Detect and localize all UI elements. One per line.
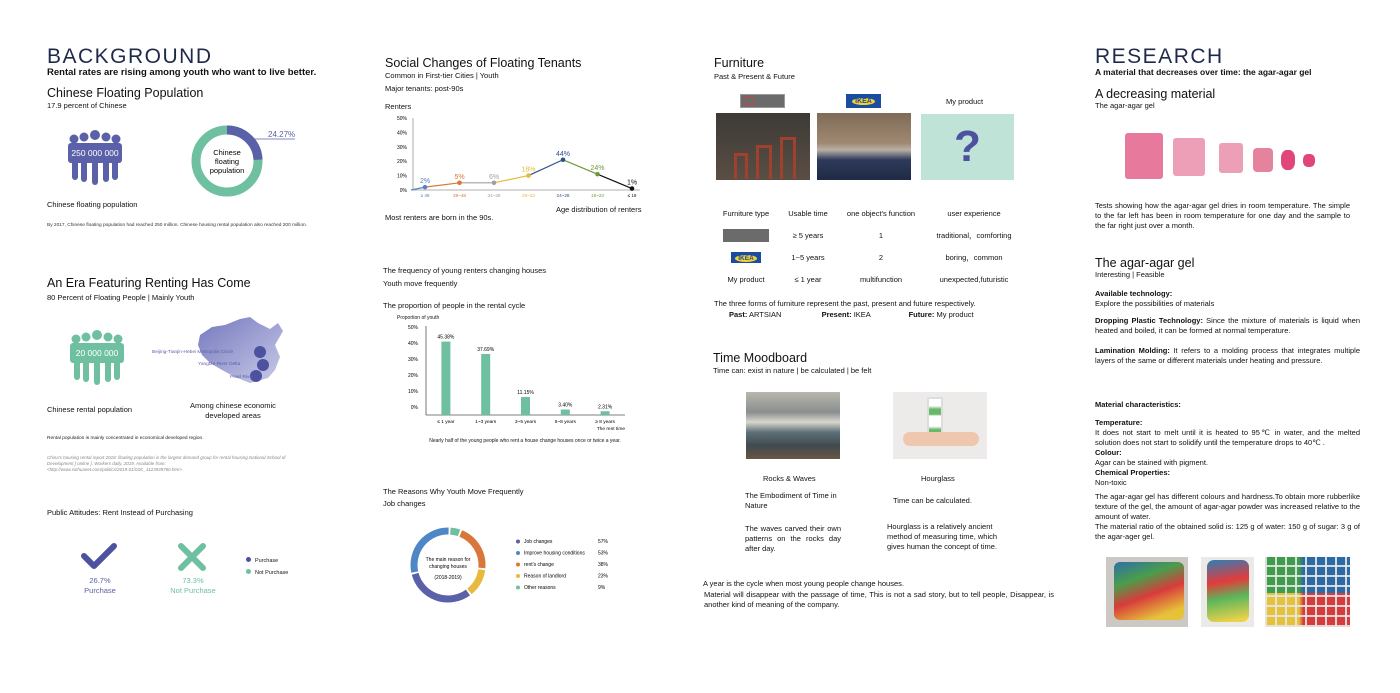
- hourglass-shape: [927, 397, 943, 435]
- floating-sub: 17.9 percent of Chinese: [47, 101, 127, 110]
- legend-label: Job changes: [524, 539, 553, 545]
- legend-label-not-purchase: Not Purchase: [255, 570, 289, 576]
- row-func: 2: [878, 252, 884, 262]
- row-exp: unexpected,futuristic: [939, 274, 1009, 284]
- people-icon-purple: [65, 130, 125, 188]
- donut-slice: [469, 570, 481, 592]
- agar-sample-3: [1219, 143, 1243, 173]
- chem-text: Non-toxic: [1095, 478, 1127, 487]
- furniture-table: [714, 202, 1024, 290]
- data-label: 5%: [454, 173, 465, 181]
- x-tick-label: 24~28: [556, 193, 570, 198]
- donut-center-line1: Chinese: [213, 148, 241, 157]
- x-tick-label: 29~33: [522, 193, 535, 198]
- ikea-logo: [846, 94, 881, 108]
- artsian-stool-3: [780, 137, 796, 179]
- chem-label: Chemical Properties:: [1095, 468, 1171, 477]
- artsian-stool-1: [734, 153, 748, 179]
- furniture-row-my-product: [714, 268, 1024, 290]
- gel-sub: Interesting | Feasible: [1095, 270, 1165, 279]
- legend-dot: [516, 574, 520, 578]
- citation-line1: China's housing rental report 2018: floating population is the largest demand group for rental housing.National School of: [47, 455, 286, 460]
- row-type-ikea: [714, 246, 778, 268]
- gel-para1: The agar-agar gel has different colours and hardness.To obtain more rubberlike texture of the gel, the amount of agar-agar powder was increased relative to the amount of water.: [1095, 492, 1360, 521]
- map-label-yangtze: Yangtze River Delta: [198, 362, 241, 367]
- bar-value-label: 3.40%: [558, 402, 573, 409]
- decreasing-heading: A decreasing material: [1095, 87, 1216, 101]
- donut-slice: [450, 531, 459, 533]
- purchase-stat: [70, 576, 130, 596]
- characteristics-block: [1095, 418, 1360, 488]
- y-tick-label: 0%: [410, 405, 418, 411]
- data-point: [630, 186, 635, 191]
- ikea-logo-text: IKEA: [852, 98, 875, 105]
- lamination-text: It refers to a molding process that integrates multiple layers of the same or different materials under heating and pressure.: [1095, 346, 1360, 365]
- artsian-logo-mark: [744, 96, 754, 106]
- my-product-label: My product: [946, 97, 984, 106]
- x-axis-label: The rent time: [596, 427, 625, 432]
- rental-people-number: 20 000 000: [75, 348, 119, 358]
- x-tick-label: 3~5 years: [514, 420, 537, 425]
- map-caption-line2: developed areas: [205, 411, 261, 420]
- research-title: RESEARCH: [1095, 45, 1224, 68]
- y-tick-label: 40%: [407, 341, 418, 347]
- agar-sample-5: [1281, 150, 1295, 170]
- donut-center-title: The main reason for: [425, 557, 471, 563]
- era-heading: An Era Featuring Renting Has Come: [47, 276, 251, 290]
- legend-value: 57%: [598, 539, 609, 545]
- row-time: ≥ 5 years: [792, 230, 824, 240]
- data-point: [561, 157, 566, 162]
- bar: [481, 354, 490, 415]
- legend-label: rent's change: [524, 562, 554, 568]
- bar-value-label: 2.31%: [598, 404, 613, 411]
- background-subtitle: Rental rates are rising among youth who want to live better.: [47, 67, 317, 78]
- x-tick-label: ≤ 1 year: [437, 420, 455, 425]
- attitudes-legend: [246, 555, 288, 579]
- legend-label: Reason of landlord: [524, 573, 566, 580]
- temp-text: It does not start to melt until it is heated to 95℃ in water, and the melted solution does not start to solidify until the temperature drops to 40℃ .: [1095, 428, 1360, 447]
- row-type-artsian: [714, 224, 778, 246]
- era-note: Rental population is mainly concentrated in economical developed region.: [47, 436, 204, 441]
- present-label: Present:: [821, 310, 852, 319]
- rental-cycle-bar-chart: [400, 320, 640, 435]
- legend-item-purchase: [246, 555, 288, 567]
- data-point: [457, 181, 462, 186]
- floating-heading: Chinese Floating Population: [47, 86, 204, 100]
- x-tick-label: ≤ 18: [627, 193, 637, 198]
- citation-line3: <http://www.xinhuanet.com/politics/2019-01/03/c_1123939760.htm>: [47, 467, 183, 472]
- gel-photo-2: [1201, 557, 1254, 627]
- line-segment: [425, 183, 460, 187]
- map-caption: [178, 401, 288, 421]
- my-product-placeholder: [921, 114, 1014, 180]
- not-purchase-percent: 73.3%: [182, 576, 204, 585]
- artsian-logo-small: [723, 229, 769, 242]
- x-tick-label: 19~23: [591, 193, 604, 198]
- temp-label: Temperature:: [1095, 418, 1143, 427]
- data-label: 24%: [590, 165, 605, 173]
- reasons-donut-chart: [410, 525, 650, 605]
- y-tick-label: 10%: [396, 173, 407, 180]
- cycle-heading: The proportion of people in the rental cycle: [383, 301, 526, 310]
- map-label-pearl: Pearl River: [230, 375, 254, 380]
- data-label: 6%: [488, 173, 500, 181]
- y-tick-label: 40%: [396, 130, 407, 137]
- social-sub2: Major tenants: post-90s: [385, 84, 464, 93]
- moodboard-heading: Time Moodboard: [713, 351, 808, 365]
- rocks-waves-title: The Embodiment of Time in Nature: [745, 491, 837, 510]
- china-map: [150, 315, 290, 390]
- map-label-beijing: Beijing-Tianjin-Hebei Metropolis Circle: [152, 350, 234, 355]
- y-tick-label: 30%: [407, 357, 418, 363]
- drop-text: Since the mixture of materials is liquid when heated and boiled, it can be formed at normal temperature.: [1095, 316, 1361, 335]
- reasons-sub: Job changes: [383, 499, 426, 508]
- ikea-photo: [817, 113, 911, 180]
- tech-text: Explore the possibilities of materials: [1095, 299, 1215, 308]
- line-segment: [494, 176, 529, 183]
- rocks-waves-label: Rocks & Waves: [763, 474, 816, 483]
- agar-sample-1: [1125, 133, 1163, 179]
- floating-donut: [190, 125, 310, 200]
- bar-value-label: 45.38%: [437, 334, 455, 341]
- ikea-logo-small: [731, 252, 761, 263]
- y-tick-label: 20%: [407, 373, 418, 379]
- data-point: [423, 185, 428, 190]
- hourglass-desc: Hourglass is a relatively ancient method of measuring time, which gives human the concept of time.: [887, 522, 998, 551]
- social-sub1: Common in First-tier Cities | Youth: [385, 71, 499, 80]
- floating-people-label: Chinese floating population: [47, 200, 138, 209]
- donut-center-line3: population: [209, 166, 245, 175]
- decreasing-sub: The agar-agar gel: [1095, 101, 1155, 110]
- line-chart-xlabel: Age distribution of renters: [556, 205, 642, 214]
- legend-value: 38%: [598, 562, 609, 568]
- not-purchase-label: Not Purchase: [170, 586, 216, 595]
- legend-label-purchase: Purchase: [255, 558, 279, 564]
- era-sub: 80 Percent of Floating People | Mainly Youth: [47, 293, 195, 302]
- ikea-logo-small-text: IKEA: [735, 255, 757, 262]
- artsian-logo: [740, 94, 785, 108]
- gel-para2: The material ratio of the obtained solid is: 125 g of water: 150 g of sugar: 3 g of the agar-ager gel.: [1095, 522, 1360, 541]
- data-point: [492, 181, 497, 186]
- bar-chart-ylabel: Proportion of youth: [397, 315, 440, 321]
- cycle-note: Nearly half of the young people who rent a house change houses once or twice a year.: [429, 438, 621, 444]
- not-purchase-stat: [160, 576, 226, 596]
- gel-photo-1: [1106, 557, 1188, 627]
- furniture-sub: Past & Present & Future: [714, 72, 795, 81]
- data-label: 1%: [626, 179, 638, 187]
- x-tick-label: ≥ 8 years: [595, 420, 615, 425]
- past-value: ARTSIAN: [749, 310, 782, 319]
- donut-center-subtitle: (2018-2019): [434, 575, 462, 581]
- line-chart-ylabel: Renters: [385, 102, 412, 111]
- char-heading: Material characteristics:: [1095, 400, 1181, 409]
- legend-dot: [516, 586, 520, 590]
- header-function: one object's function: [846, 208, 916, 218]
- x-tick-label: 34~38: [487, 193, 501, 198]
- rocks-waves-photo: [746, 392, 840, 459]
- freq-sub: Youth move frequently: [383, 279, 458, 288]
- agar-samples: [1113, 130, 1333, 180]
- legend-dot-purchase: [246, 557, 251, 562]
- y-tick-label: 50%: [407, 325, 418, 331]
- people-icon-green: [67, 330, 127, 388]
- gel-photo-3: [1265, 557, 1350, 627]
- row-exp: boring，common: [945, 252, 1003, 262]
- past-label: Past:: [729, 310, 748, 319]
- legend-value: 23%: [598, 573, 609, 580]
- legend-item-not-purchase: [246, 567, 288, 579]
- donut-center-title-2: changing houses: [429, 564, 467, 570]
- check-icon: [80, 542, 120, 572]
- closing-line2: Material will disappear with the passage of time, This is not a sad story, but to tell people, Disappear, is another kind of meaning of the company.: [704, 590, 1054, 609]
- map-caption-line1: Among chinese economic: [190, 401, 276, 410]
- bar-value-label: 37.69%: [477, 347, 495, 354]
- rocks-waves-desc: The waves carved their own patterns on the rocks day after day.: [745, 524, 841, 553]
- furniture-row-ikea: [714, 246, 1024, 268]
- hourglass-photo: [893, 392, 987, 459]
- x-tick-label: ≥ 49: [420, 193, 430, 198]
- social-note: Most renters are born in the 90s.: [385, 213, 494, 222]
- colour-label: Colour:: [1095, 448, 1122, 457]
- row-exp: traditional，comforting: [936, 230, 1012, 240]
- present-value: IKEA: [853, 310, 871, 319]
- y-tick-label: 10%: [407, 389, 418, 395]
- legend-label: Improve housing conditions: [524, 550, 585, 557]
- drop-label: Dropping Plastic Technology:: [1095, 316, 1203, 325]
- data-label: 44%: [555, 150, 571, 158]
- donut-center-line2: floating: [214, 157, 240, 166]
- x-tick-label: 39~48: [453, 193, 466, 198]
- furniture-heading: Furniture: [714, 56, 765, 70]
- bar: [521, 397, 530, 415]
- row-func: 1: [878, 230, 884, 240]
- header-furniture-type: Furniture type: [722, 208, 770, 218]
- tech-block: [1095, 289, 1360, 309]
- legend-dot-not-purchase: [246, 569, 251, 574]
- header-usable-time: Usable time: [788, 208, 828, 218]
- future-value: My product: [936, 310, 974, 319]
- gel-para: [1095, 492, 1360, 542]
- purchase-label: Purchase: [84, 586, 116, 595]
- closing-line1: A year is the cycle when most young people change houses.: [703, 579, 904, 588]
- data-point: [526, 173, 531, 178]
- era-citation: [47, 455, 337, 473]
- donut-percent-label: 24.27%: [268, 130, 296, 139]
- furniture-timeline: [729, 310, 1009, 319]
- y-tick-label: 30%: [396, 144, 407, 151]
- legend-dot: [516, 551, 520, 555]
- tests-note: Tests showing how the agar-agar gel dries in room temperature. The simple to the far left has been in room temperature for one day and the sample to the far right just over a month.: [1095, 201, 1350, 230]
- hourglass-title: Time can be calculated.: [893, 496, 972, 505]
- drop-block: [1095, 316, 1360, 336]
- background-title: BACKGROUND: [47, 45, 213, 68]
- hourglass-label: Hourglass: [921, 474, 955, 483]
- y-tick-label: 0%: [399, 188, 407, 194]
- reasons-heading: The Reasons Why Youth Move Frequently: [383, 487, 524, 496]
- attitudes-heading: Public Attitudes: Rent Instead of Purchasing: [47, 508, 193, 517]
- age-line-chart: [385, 112, 655, 202]
- agar-sample-6: [1303, 154, 1315, 167]
- research-subtitle: A material that decreases over time: the agar-agar gel: [1095, 67, 1312, 77]
- colour-text: Agar can be stained with pigment.: [1095, 458, 1208, 467]
- legend-dot: [516, 563, 520, 567]
- row-func: multifunction: [859, 274, 903, 284]
- data-label: 2%: [419, 178, 431, 186]
- bar: [441, 342, 450, 415]
- gel-photo-3-fill: [1265, 593, 1350, 627]
- floating-note: By 2017, Chinese floating population had reached 250 million. Chinese housing rental population also reached 200 million.: [47, 223, 308, 228]
- bar: [601, 411, 610, 415]
- artsian-stool-2: [756, 145, 772, 179]
- lamination-label: Lamination Molding:: [1095, 346, 1170, 355]
- cross-icon: [176, 541, 208, 573]
- question-icon: ?: [954, 122, 981, 171]
- y-tick-label: 20%: [396, 159, 407, 166]
- bar-value-label: 11.15%: [517, 389, 534, 396]
- data-point: [595, 172, 600, 177]
- bar: [561, 409, 570, 415]
- x-tick-label: 5~8 years: [554, 420, 576, 425]
- furniture-table-header: [714, 202, 1024, 224]
- data-label: 18%: [521, 166, 536, 174]
- legend-value: 53%: [598, 550, 609, 557]
- purchase-percent: 26.7%: [89, 576, 111, 585]
- freq-heading: The frequency of young renters changing houses: [383, 266, 547, 275]
- agar-sample-2: [1173, 138, 1205, 176]
- social-heading: Social Changes of Floating Tenants: [385, 56, 582, 70]
- gel-photo-1-fill: [1114, 562, 1184, 620]
- row-time: 1~5 years: [791, 252, 825, 262]
- legend-label: Other reasons: [524, 585, 556, 591]
- hand-shape: [903, 432, 979, 446]
- furniture-summary: The three forms of furniture represent the past, present and future respectively.: [714, 299, 976, 308]
- y-tick-label: 50%: [396, 116, 407, 122]
- agar-sample-4: [1253, 148, 1273, 172]
- tech-label: Available technology:: [1095, 289, 1173, 298]
- row-type: My product: [727, 274, 765, 284]
- x-tick-label: 1~3 years: [475, 420, 497, 425]
- moodboard-sub: Time can: exist in nature | be calculated | be felt: [713, 366, 872, 375]
- lamination-block: [1095, 346, 1360, 366]
- header-user-experience: user experience: [947, 208, 1001, 218]
- artsian-photo: [716, 113, 810, 180]
- furniture-row-artsian: [714, 224, 1024, 246]
- legend-value: 9%: [598, 585, 606, 591]
- row-time: ≤ 1 year: [794, 274, 822, 284]
- gel-photo-2-fill: [1207, 560, 1249, 622]
- gel-heading: The agar-agar gel: [1095, 256, 1195, 270]
- people-number: 250 000 000: [71, 148, 119, 158]
- citation-line2: Development [ online ]. Workers daily, 2019. Available from:: [47, 461, 166, 466]
- legend-dot: [516, 540, 520, 544]
- rental-people-label: Chinese rental population: [47, 405, 133, 414]
- future-label: Future:: [908, 310, 935, 319]
